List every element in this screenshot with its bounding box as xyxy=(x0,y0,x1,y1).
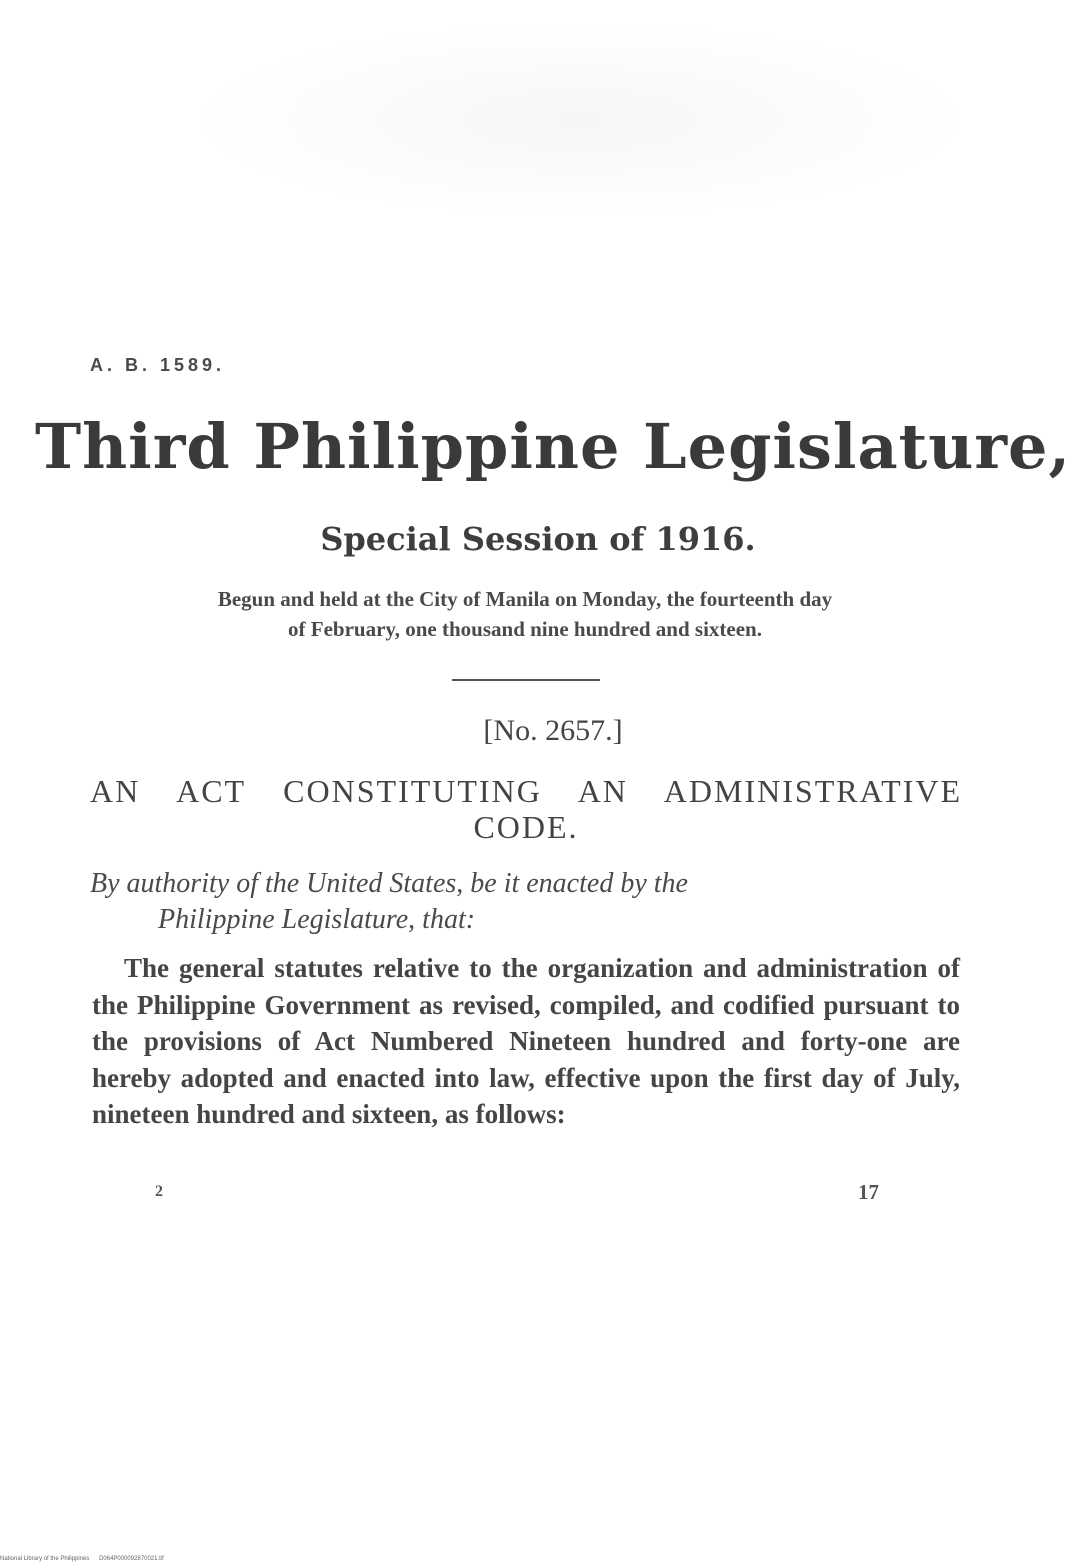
enacting-clause xyxy=(90,866,962,938)
session-title: Special Session of 1916. xyxy=(320,520,756,558)
session-date-line-2: of February, one thousand nine hundred and sixteen. xyxy=(288,617,762,641)
footer-library: National Library of the Philippines xyxy=(0,1556,90,1562)
body-paragraph: The general statutes relative to the organization and administration of the Philippine Government as revised, compiled, and codified pursuant to the provisions of Act Numbered Nineteen hundred and forty-one are hereby adopted and enacted into law, effective upon the first day of July, nineteen hundred and sixteen, as follows: xyxy=(92,953,960,1130)
enacting-clause-line-2: Philippine Legislature, that: xyxy=(158,904,476,935)
act-title: AN ACT CONSTITUTING AN ADMINISTRATIVE CODE. xyxy=(90,773,962,845)
act-number: [No. 2657.] xyxy=(483,714,623,747)
bleed-through-shadow xyxy=(180,20,980,220)
enacting-clause-line-1: By authority of the United States, be it enacted by the xyxy=(90,868,688,899)
divider-rule xyxy=(452,679,600,681)
legislature-title: Third Philippine Legislature, xyxy=(34,410,1072,483)
page-number: 17 xyxy=(858,1180,879,1204)
signature-mark: 2 xyxy=(155,1183,163,1200)
bill-number: A. B. 1589. xyxy=(90,355,226,375)
session-date-statement xyxy=(90,584,960,644)
session-date-line-1: Begun and held at the City of Manila on Monday, the fourteenth day xyxy=(217,587,833,611)
scan-footer xyxy=(0,1556,164,1562)
footer-identifier: D064P000092870021.tif xyxy=(99,1556,164,1562)
